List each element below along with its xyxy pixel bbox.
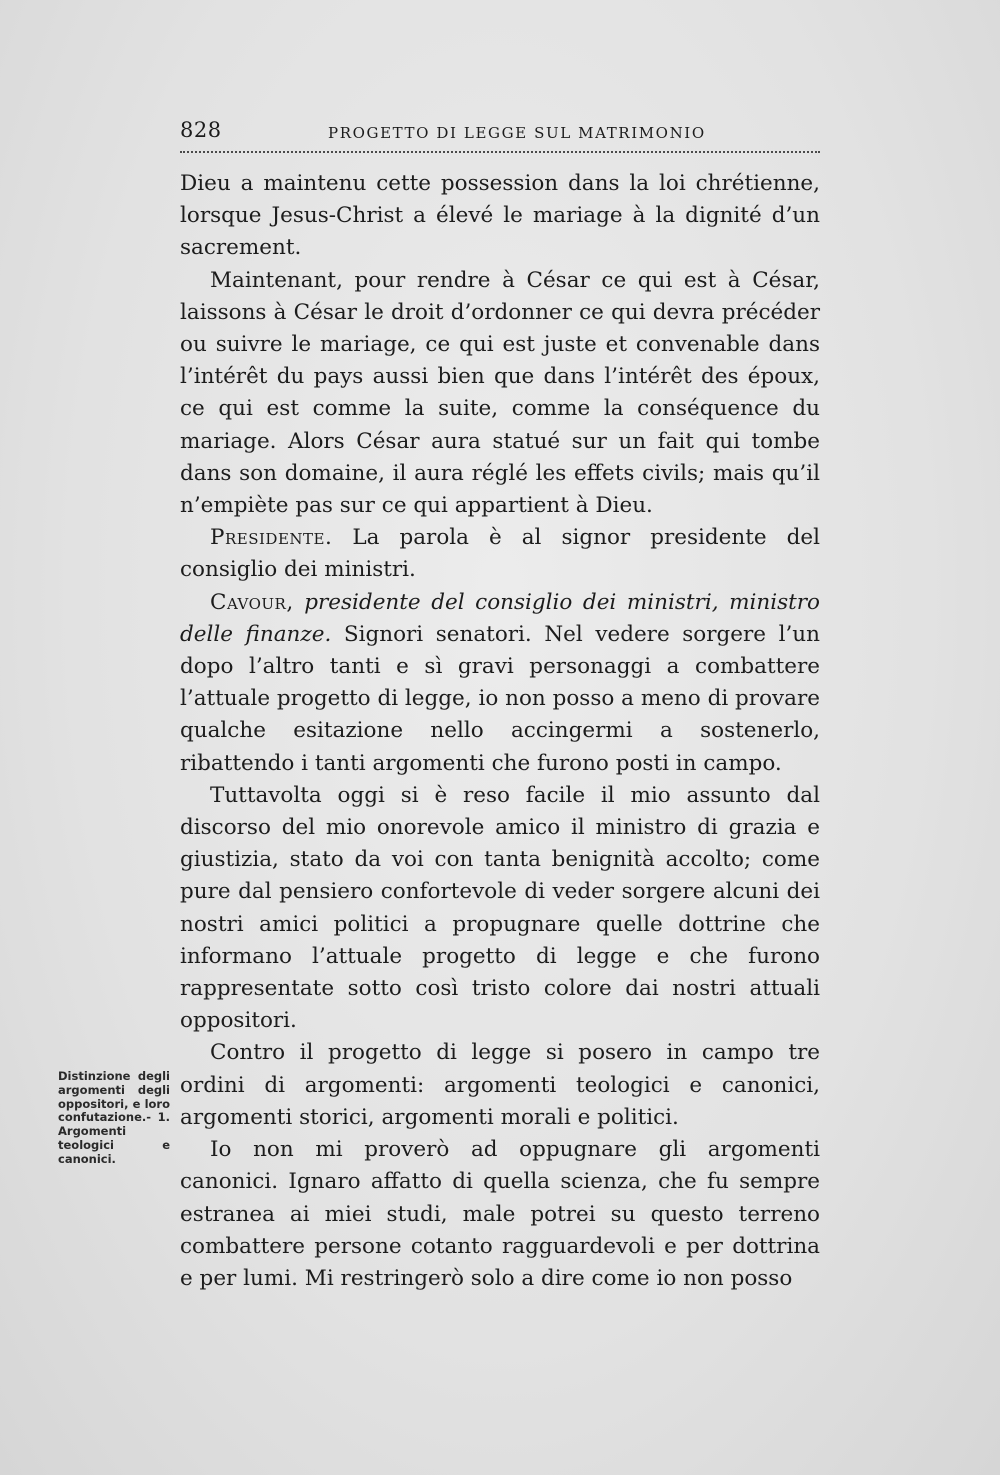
speaker-role: presidente del consiglio dei ministri, ministro delle finanze. [180,589,820,647]
speaker-cavour: Cavour, [210,589,294,615]
paragraph-5: Tuttavolta oggi si è reso facile il mio assunto dal discorso del mio onorevole amico il ministro di grazia e giustizia, stato da voi con tanta benignità accolto; come pure dal pensiero confortevole di veder sorgere alcuni dei nostri amici politici a propugnare quelle dottrine che informano l’attuale progetto di legge e che furono rappresentate sotto così tristo colore dai nostri attuali oppositori. [180,782,820,1034]
paragraph-3-text: La parola è al signor presidente del consiglio dei ministri. [180,525,820,583]
page-number: 828 [180,118,222,142]
paragraph-2: Maintenant, pour rendre à César ce qui est à César, laissons à César le droit d’ordonner ce qui devra précéder ou suivre le mariage, ce qui est juste et convenable dans l’intérêt du pays aussi bien que dans l’intérêt des époux, ce qui est comme la suite, comme la conséquence du mariage. Alors César aura statué sur un fait qui tombe dans son domaine, il aura réglé les effets civils; mais qu’il n’empiète pas sur ce qui appartient à Dieu. [180,267,820,519]
page-header [180,112,820,146]
margin-note: Distinzione degli argomenti degli oppositori, e loro confutazione.- 1. Argomenti teologici e canonici. [58,1069,170,1166]
paragraph-1: Dieu a maintenu cette possession dans la loi chrétienne, lorsque Jesus-Christ a élevé le mariage à la dignité d’un sacrement. [180,171,820,261]
speaker-presidente: Presidente. [210,525,333,551]
paragraph-4 [180,587,820,780]
body-text [180,168,820,1295]
paragraph-7: Io non mi proverò ad oppugnare gli argomenti canonici. Ignaro affatto di quella scienza, che fu sempre estranea ai miei studi, male potrei su questo terreno combattere persone cotanto ragguardevoli e per dottrina e per lumi. Mi restringerò solo a dire come io non posso [180,1137,820,1291]
running-title: PROGETTO DI LEGGE SUL MATRIMONIO [328,124,706,142]
paragraph-6: Contro il progetto di legge si posero in campo tre ordini di argomenti: argomenti teologici e canonici, argomenti storici, argomenti morali e politici. [180,1040,820,1130]
paragraph-4-text: Signori senatori. Nel vedere sorgere l’un dopo l’altro tanti e sì gravi personaggi a combattere l’attuale progetto di legge, io non posso a meno di provare qualche esitazione nello accingermi a sostenerlo, ribattendo i tanti argomenti che furono posti in campo. [180,621,820,776]
header-rule [180,151,820,153]
paragraph-3 [180,522,820,586]
